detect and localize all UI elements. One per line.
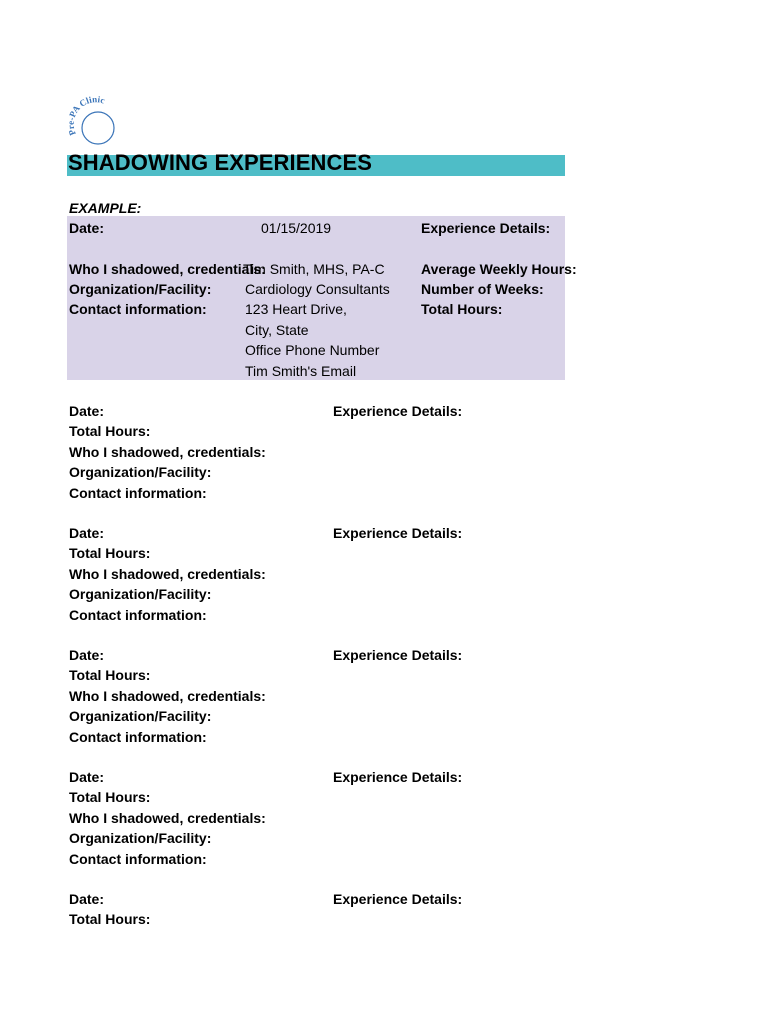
entry-total-hours-label: Total Hours: [69, 911, 151, 927]
example-contact-line: Office Phone Number [245, 342, 380, 358]
entry-org-label: Organization/Facility: [69, 830, 212, 846]
entry-date-label: Date: [69, 891, 105, 907]
example-who-value: Tim Smith, MHS, PA-C [243, 261, 385, 277]
entry-details-label: Experience Details: [333, 891, 463, 907]
entry-total-hours-label: Total Hours: [69, 423, 151, 439]
entry-date-label: Date: [69, 769, 105, 785]
example-heading: EXAMPLE: [69, 200, 142, 216]
entry-who-label: Who I shadowed, credentials: [69, 566, 266, 582]
entry-details-label: Experience Details: [333, 403, 463, 419]
example-box [67, 216, 577, 380]
example-contact-line: Tim Smith's Email [245, 363, 357, 379]
example-who-label: Who I shadowed, credentials: [69, 261, 266, 277]
example-contact-line: 123 Heart Drive, [245, 301, 347, 317]
entry-details-label: Experience Details: [333, 769, 463, 785]
entry-details-label: Experience Details: [333, 525, 463, 541]
example-date-label: Date: [69, 220, 105, 236]
entry-contact-label: Contact information: [69, 607, 207, 623]
example-contact-label: Contact information: [69, 301, 207, 317]
entry-org-label: Organization/Facility: [69, 464, 212, 480]
page-title: SHADOWING EXPERIENCES [68, 150, 373, 175]
entry-date-label: Date: [69, 403, 105, 419]
entry-who-label: Who I shadowed, credentials: [69, 688, 266, 704]
example-date-value: 01/15/2019 [261, 220, 332, 236]
entry-org-label: Organization/Facility: [69, 708, 212, 724]
example-contact-line: City, State [245, 322, 309, 338]
entry-org-label: Organization/Facility: [69, 586, 212, 602]
title-bar [67, 150, 565, 176]
example-total-hours-label: Total Hours: [421, 301, 503, 317]
entry-details-label: Experience Details: [333, 647, 463, 663]
entry-total-hours-label: Total Hours: [69, 545, 151, 561]
example-num-weeks-label: Number of Weeks: [421, 281, 544, 297]
example-avg-weekly-label: Average Weekly Hours: [421, 261, 577, 277]
entry-contact-label: Contact information: [69, 851, 207, 867]
entry-who-label: Who I shadowed, credentials: [69, 810, 266, 826]
clinic-logo [68, 96, 128, 154]
entry-contact-label: Contact information: [69, 729, 207, 745]
entry-total-hours-label: Total Hours: [69, 789, 151, 805]
entry-who-label: Who I shadowed, credentials: [69, 444, 266, 460]
entry-date-label: Date: [69, 647, 105, 663]
example-org-label: Organization/Facility: [69, 281, 212, 297]
entry-contact-label: Contact information: [69, 485, 207, 501]
example-org-value: Cardiology Consultants [245, 281, 390, 297]
entry-total-hours-label: Total Hours: [69, 667, 151, 683]
example-details-label: Experience Details: [421, 220, 551, 236]
logo-text: PA Clinic [68, 96, 106, 119]
entry-date-label: Date: [69, 525, 105, 541]
